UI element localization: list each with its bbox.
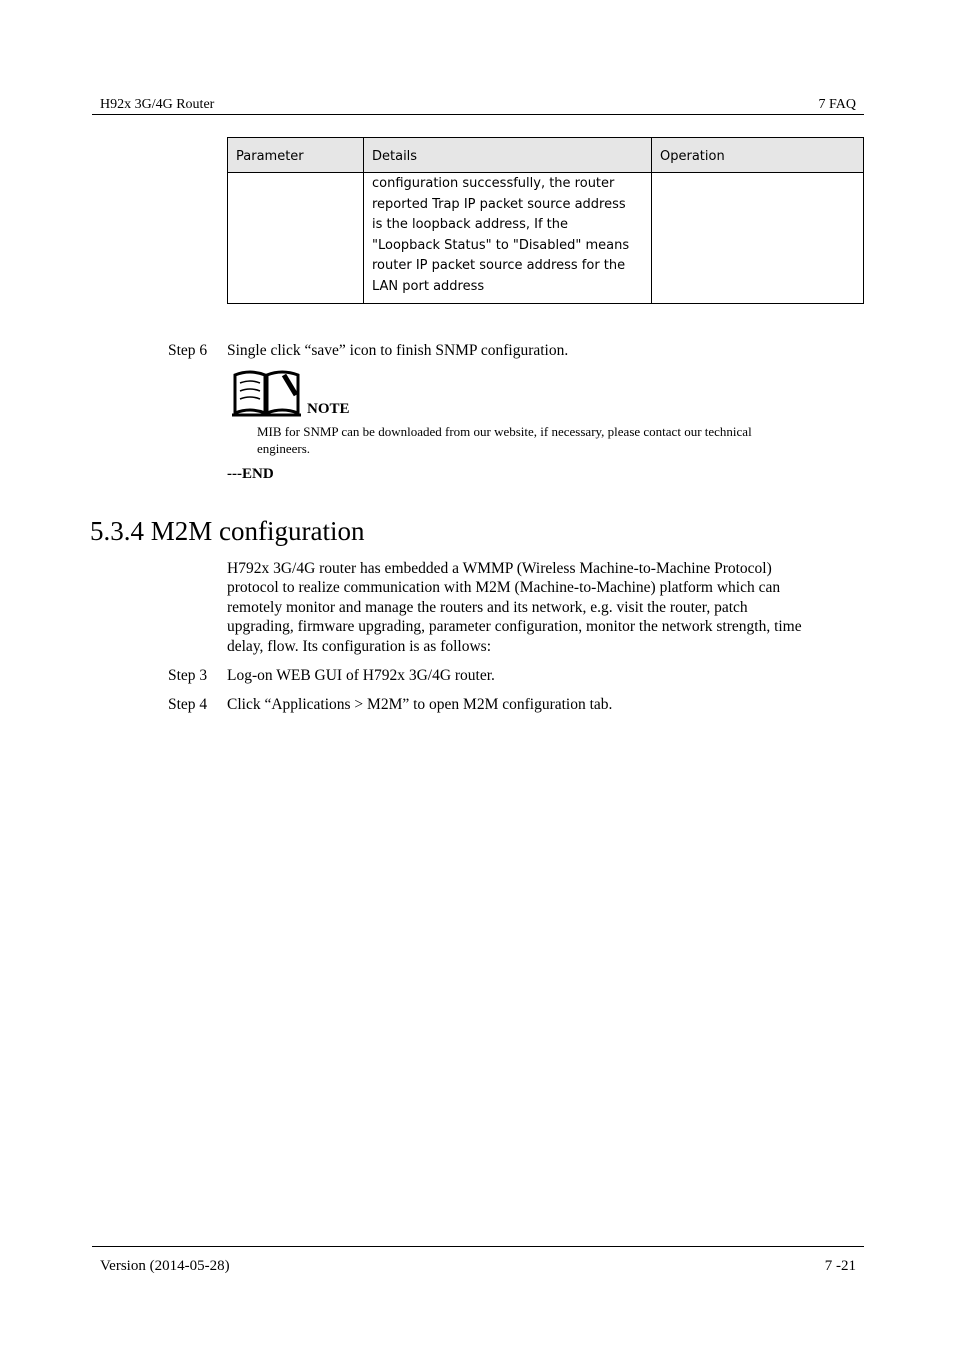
- details-line: configuration successfully, the router: [372, 176, 615, 191]
- header-doc-title: H92x 3G/4G Router: [100, 97, 215, 112]
- note-label: NOTE: [307, 401, 350, 417]
- note-line: MIB for SNMP can be downloaded from our website, if necessary, please contact our technical: [257, 424, 752, 439]
- details-line: reported Trap IP packet source address: [372, 196, 626, 212]
- table-row: [228, 173, 864, 304]
- step-text: Log-on WEB GUI of H792x 3G/4G router.: [227, 667, 495, 684]
- details-line: router IP packet source address for the: [372, 258, 626, 273]
- details-line: "Loopback Status" to "Disabled" means: [372, 237, 630, 253]
- header-chapter: 7 FAQ: [818, 97, 856, 112]
- step-text: Click “Applications > M2M” to open M2M configuration tab.: [227, 696, 613, 713]
- details-line: is the loopback address, If the: [372, 217, 568, 232]
- cell-operation: [652, 173, 864, 304]
- note-line: engineers.: [257, 441, 311, 456]
- step-label: Step 4: [168, 696, 208, 713]
- column-header-parameter: Parameter: [228, 138, 364, 173]
- page-header: [92, 96, 864, 115]
- section-heading: 5.3.4 M2M configuration: [90, 516, 365, 546]
- column-header-details: Details: [364, 138, 652, 173]
- step-text: Single click “save” icon to finish SNMP configuration.: [227, 342, 569, 359]
- section-paragraph: [227, 559, 859, 656]
- paragraph-line: upgrading, firmware upgrading, parameter configuration, monitor the network strength, time: [227, 618, 802, 636]
- note-text: [257, 423, 837, 457]
- step-label: Step 6: [168, 342, 208, 359]
- details-line: LAN port address: [372, 278, 485, 294]
- table-header-row: [228, 138, 864, 173]
- cell-parameter: [228, 173, 364, 304]
- paragraph-line: delay, flow. Its configuration is as follows:: [227, 637, 492, 655]
- step-label: Step 3: [168, 667, 208, 684]
- note-book-icon: [232, 369, 362, 422]
- column-header-operation: Operation: [652, 138, 864, 173]
- cell-details: [364, 173, 652, 304]
- page-footer: [92, 1246, 864, 1274]
- end-marker: ---END: [227, 466, 274, 482]
- footer-version: Version (2014-05-28): [100, 1258, 230, 1274]
- footer-page-number: 7 -21: [824, 1258, 856, 1274]
- paragraph-line: protocol to realize communication with M2M (Machine-to-Machine) platform which can: [227, 579, 781, 597]
- parameter-table: [227, 137, 864, 304]
- paragraph-line: H792x 3G/4G router has embedded a WMMP (Wireless Machine-to-Machine Protocol): [227, 560, 772, 577]
- paragraph-line: remotely monitor and manage the routers and its network, e.g. visit the router, patch: [227, 598, 748, 616]
